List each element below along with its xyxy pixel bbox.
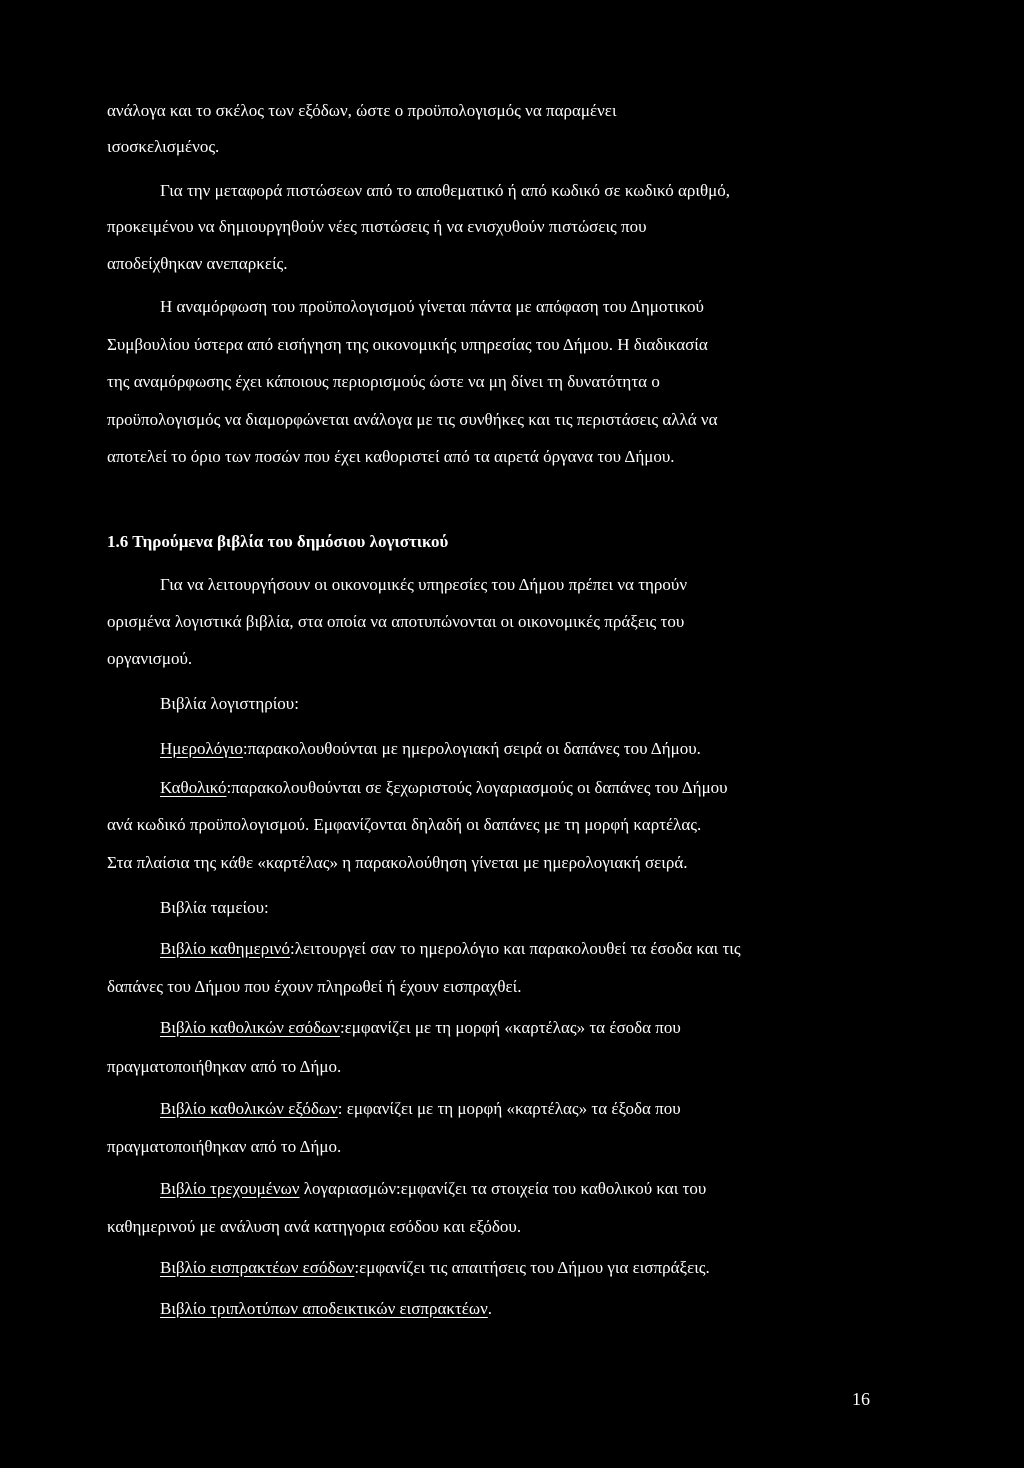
paragraph-line: Για να λειτουργήσουν οι οικονομικές υπηρεσίες του Δήμου πρέπει να τηρούν [160, 575, 687, 594]
list-item [160, 1017, 681, 1039]
paragraph-line: της αναμόρφωσης έχει κάποιους περιορισμούς ώστε να μη δίνει τη δυνατότητα ο [107, 372, 660, 391]
paragraph-line: ορισμένα λογιστικά βιβλία, στα οποία να αποτυπώνονται οι οικονομικές πράξεις του [107, 612, 685, 631]
book-description: :εμφανίζει τις απαιτήσεις του Δήμου για εισπράξεις. [354, 1258, 710, 1277]
list-item [160, 777, 728, 799]
paragraph-line: Για την μεταφορά πιστώσεων από το αποθεματικό ή από κωδικό σε κωδικό αριθμό, [160, 181, 730, 200]
book-description: :παρακολουθούνται με ημερολογιακή σειρά οι δαπάνες του Δήμου. [242, 739, 701, 758]
book-description: :εμφανίζει με τη μορφή «καρτέλας» τα έσοδα που [339, 1018, 681, 1037]
book-description: :λειτουργεί σαν το ημερολόγιο και παρακολουθεί τα έσοδα και τις [289, 939, 741, 958]
list-item [160, 738, 701, 760]
book-name: Βιβλίο καθημερινό [160, 939, 290, 958]
book-description: :παρακολουθούνται σε ξεχωριστούς λογαριασμούς οι δαπάνες του Δήμου [226, 778, 728, 797]
paragraph-line: οργανισμού. [107, 649, 193, 668]
paragraph-line: προϋπολογισμός να διαμορφώνεται ανάλογα με τις συνθήκες και τις περιστάσεις αλλά να [107, 410, 718, 429]
paragraph-line: καθημερινού με ανάλυση ανά κατηγορια εσόδου και εξόδου. [107, 1217, 522, 1236]
paragraph-line: Η αναμόρφωση του προϋπολογισμού γίνεται πάντα με απόφαση του Δημοτικού [160, 297, 704, 316]
book-description: . [487, 1299, 493, 1318]
paragraph-line: πραγματοποιήθηκαν από το Δήμο. [107, 1057, 342, 1076]
paragraph-line: Στα πλαίσια της κάθε «καρτέλας» η παρακολούθηση γίνεται με ημερολογιακή σειρά. [107, 853, 688, 872]
paragraph-line: πραγματοποιήθηκαν από το Δήμο. [107, 1137, 342, 1156]
list-item [160, 938, 741, 960]
list-item [160, 1298, 492, 1320]
book-name: Βιβλίο τριπλοτύπων αποδεικτικών εισπρακτέων [160, 1299, 488, 1318]
list-item [160, 1257, 710, 1279]
paragraph-line: ανάλογα και το σκέλος των εξόδων, ώστε ο προϋπολογισμός να παραμένει [107, 101, 617, 120]
paragraph-line: προκειμένου να δημιουργηθούν νέες πιστώσεις ή να ενισχυθούν πιστώσεις που [107, 217, 647, 236]
list-item [160, 1178, 706, 1200]
paragraph-line: δαπάνες του Δήμου που έχουν πληρωθεί ή έχουν εισπραχθεί. [107, 977, 522, 996]
section-heading: 1.6 Τηρούμενα βιβλία του δημόσιου λογιστικού [107, 532, 449, 551]
paragraph-line: αποδείχθηκαν ανεπαρκείς. [107, 254, 288, 273]
book-name: Ημερολόγιο [160, 739, 243, 758]
page-number: 16 [852, 1389, 870, 1409]
list-item [160, 1098, 681, 1120]
subheading-ledger-books: Βιβλία λογιστηρίου: [160, 694, 299, 713]
paragraph-line: Συμβουλίου ύστερα από εισήγηση της οικονομικής υπηρεσίας του Δήμου. Η διαδικασία [107, 335, 708, 354]
paragraph-line: ανά κωδικό προϋπολογισμού. Εμφανίζονται δηλαδή οι δαπάνες με τη μορφή καρτέλας. [107, 815, 702, 834]
paragraph-line: ισοσκελισμένος. [107, 137, 220, 156]
subheading-cash-books: Βιβλία ταμείου: [160, 898, 269, 917]
book-name: Βιβλίο καθολικών εσόδων [160, 1018, 340, 1037]
book-name: Βιβλίο καθολικών εξόδων [160, 1099, 338, 1118]
book-name: Καθολικό [160, 778, 227, 797]
book-name: Βιβλίο εισπρακτέων εσόδων [160, 1258, 355, 1277]
book-description: : εμφανίζει με τη μορφή «καρτέλας» τα έξοδα που [337, 1099, 681, 1118]
book-name: Βιβλίο τρεχουμένων [160, 1179, 300, 1198]
book-description: λογαριασμών:εμφανίζει τα στοιχεία του καθολικού και του [299, 1179, 707, 1198]
paragraph-line: αποτελεί το όριο των ποσών που έχει καθοριστεί από τα αιρετά όργανα του Δήμου. [107, 447, 675, 466]
